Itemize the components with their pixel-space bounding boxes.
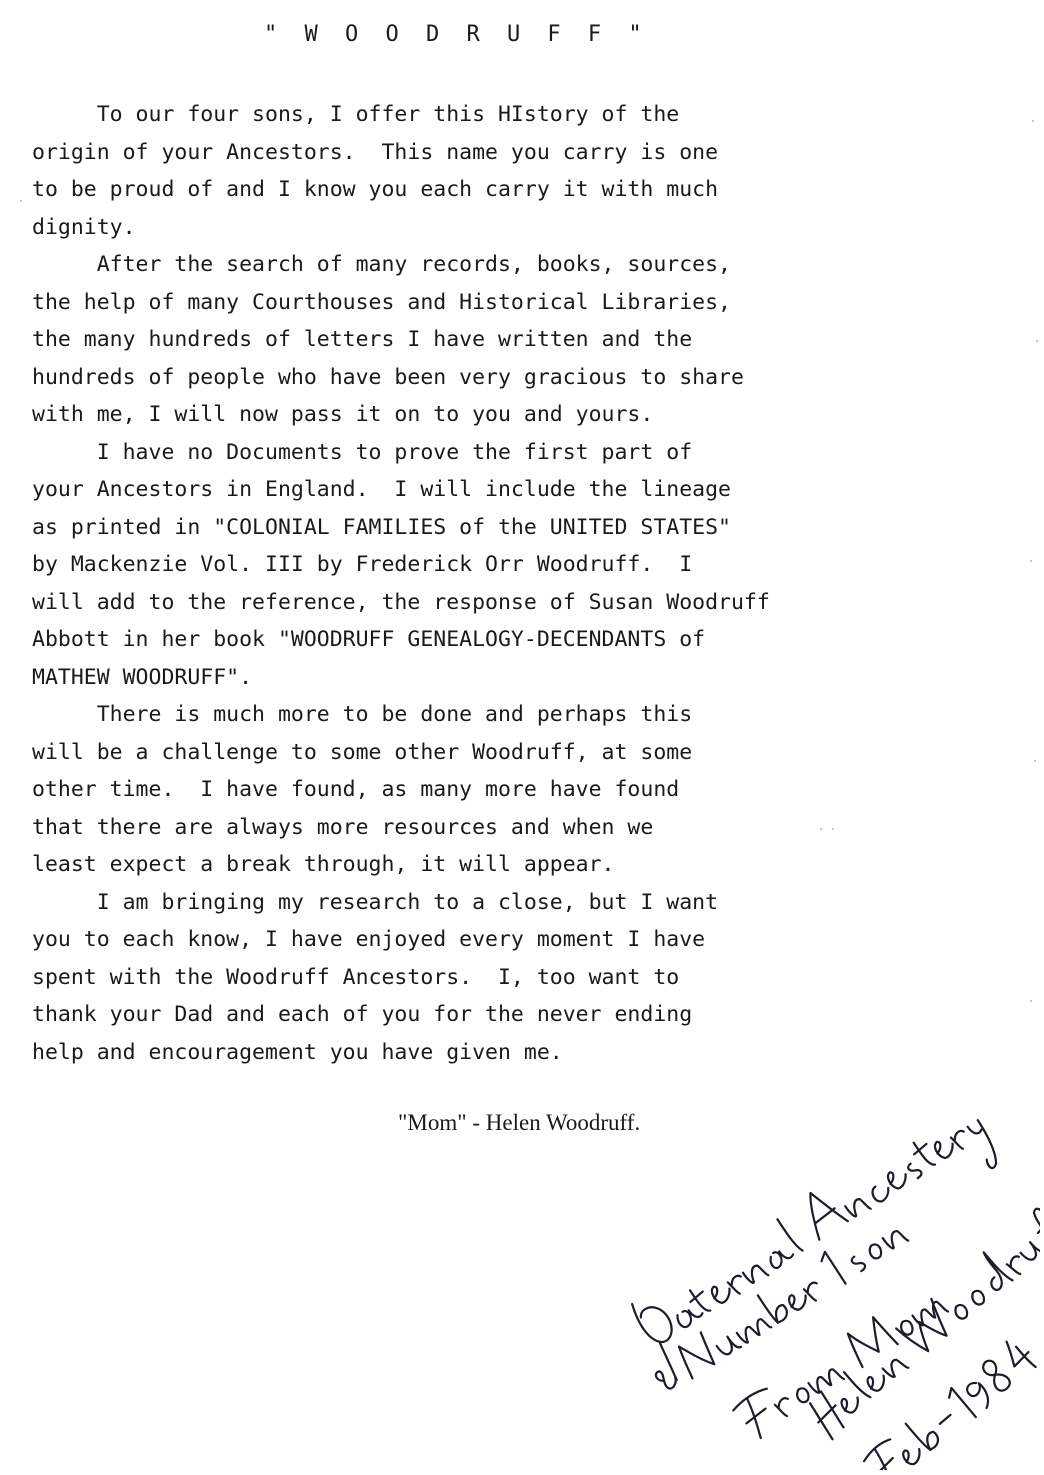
scan-speck: [1036, 340, 1038, 342]
scan-speck: [1034, 760, 1036, 762]
letter-body: [32, 96, 932, 1071]
letter-line: will add to the reference, the response of Susan Woodruff: [32, 589, 770, 615]
scan-speck: [832, 828, 834, 830]
letter-line: After the search of many records, books, sources,: [32, 252, 731, 277]
letter-line: your Ancestors in England. I will include the lineage: [32, 477, 731, 502]
letter-line: To our four sons, I offer this HIstory of the: [32, 102, 680, 127]
letter-line: with me, I will now pass it on to you and yours.: [32, 402, 654, 427]
letter-line: that there are always more resources and when we: [32, 814, 654, 840]
letter-line: There is much more to be done and perhaps this: [32, 702, 693, 727]
letter-line: MATHEW WOODRUFF".: [32, 664, 253, 690]
letter-line: will be a challenge to some other Woodruff, at some: [32, 739, 693, 765]
handwritten-inscription: [600, 1090, 1040, 1470]
letter-line: least expect a break through, it will appear.: [32, 852, 615, 877]
letter-line: dignity.: [32, 214, 136, 240]
letter-line: origin of your Ancestors. This name you carry is one: [32, 139, 719, 165]
letter-line: hundreds of people who have been very gracious to share: [32, 364, 744, 390]
letter-line: you to each know, I have enjoyed every moment I have: [32, 927, 706, 952]
letter-line: thank your Dad and each of you for the never ending: [32, 1002, 693, 1027]
document-title: " W O O D R U F F ": [264, 22, 649, 47]
scan-speck: [1030, 560, 1032, 562]
letter-line: other time. I have found, as many more have found: [32, 777, 680, 802]
letter-line: as printed in "COLONIAL FAMILIES of the UNITED STATES": [32, 514, 731, 540]
letter-line: spent with the Woodruff Ancestors. I, too want to: [32, 964, 680, 990]
letter-line: Abbott in her book "WOODRUFF GENEALOGY-DECENDANTS of: [32, 627, 706, 652]
letter-line: the many hundreds of letters I have written and the: [32, 327, 693, 352]
scan-speck: [20, 200, 22, 202]
letter-line: help and encouragement you have given me.: [32, 1039, 563, 1065]
letter-signoff: "Mom" - Helen Woodruff.: [398, 1110, 641, 1135]
letter-line: I have no Documents to prove the first part of: [32, 439, 693, 465]
letter-line: to be proud of and I know you each carry it with much: [32, 177, 719, 202]
letter-line: the help of many Courthouses and Historical Libraries,: [32, 289, 731, 315]
scan-speck: [1030, 1000, 1032, 1002]
scan-speck: [1032, 120, 1034, 122]
scan-speck: [820, 828, 822, 830]
letter-line: by Mackenzie Vol. III by Frederick Orr Woodruff. I: [32, 552, 693, 577]
letter-line: I am bringing my research to a close, but I want: [32, 889, 719, 915]
